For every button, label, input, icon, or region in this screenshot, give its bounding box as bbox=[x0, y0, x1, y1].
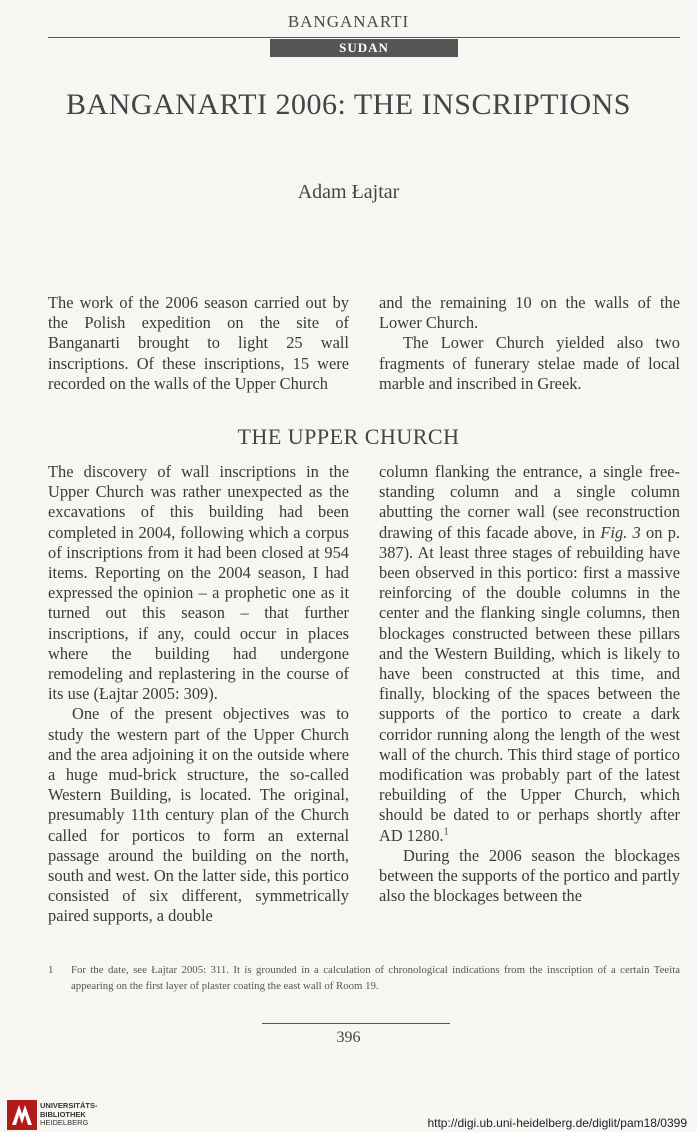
intro-paragraph-2: The Lower Church yielded also two fragments of funerary stelae made of local marble and inscribed in Greek. bbox=[379, 333, 680, 393]
footnote-marker[interactable]: 1 bbox=[443, 826, 449, 838]
footnote bbox=[48, 962, 680, 994]
body-paragraph-2: One of the present objectives was to study the western part of the Upper Church and the area adjoining it on the outside where a huge mud-brick structure, the so-called Western Building, is located. The original, presumably 11th century plan of the Church called for porticos to form an external passage around the building on the north, south and west. On the latter side, this portico consisted of six different, symmetrically paired supports, a double bbox=[48, 704, 349, 926]
footer-rule bbox=[262, 1023, 450, 1024]
library-name-line: HEIDELBERG bbox=[40, 1118, 89, 1127]
library-name bbox=[40, 1102, 130, 1128]
body-right-column bbox=[379, 462, 680, 906]
figure-reference[interactable]: Fig. 3 bbox=[600, 522, 641, 542]
intro-left-column bbox=[48, 293, 349, 394]
intro-paragraph-1-continued: and the remaining 10 on the walls of the Lower Church. bbox=[379, 293, 680, 333]
page-number: 396 bbox=[336, 1029, 361, 1046]
section-tab: SUDAN bbox=[270, 39, 458, 57]
library-name-line: UNIVERSITÄTS- bbox=[40, 1101, 98, 1110]
footnote-text: For the date, see Łajtar 2005: 311. It is grounded in a calculation of chronological indications from the inscription of a certain Teeita appearing on the first layer of plaster coating the east wall of Room 19. bbox=[71, 964, 680, 992]
body-paragraph-2-continued bbox=[379, 462, 680, 846]
running-head: BANGANARTI bbox=[287, 12, 410, 31]
intro-paragraph-1: The work of the 2006 season carried out by the Polish expedition on the site of Banganarti brought to light 25 wall inscriptions. Of these inscriptions, 15 were recorded on the walls of the Upper Church bbox=[48, 293, 349, 393]
footnote-number: 1 bbox=[48, 964, 54, 976]
library-name-line: BIBLIOTHEK bbox=[40, 1109, 86, 1119]
header-rule bbox=[48, 37, 680, 38]
body-paragraph-1: The discovery of wall inscriptions in the Upper Church was rather unexpected as the excavations of this building had been completed in 2004, following which a corpus of inscriptions from it had been closed at 954 items. Reporting on the 2004 season, I had expressed the opinion – a prophetic one as it turned out this season – that further inscriptions, if any, could occur in places where the building had undergone remodeling and replastering in the course of its use (Łajtar 2005: 309). bbox=[48, 462, 349, 704]
library-logo-icon bbox=[7, 1100, 37, 1130]
author-name: Adam Łajtar bbox=[297, 181, 400, 203]
body-text-segment: on p. 387). At least three stages of rebuilding have been observed in this portico: first a massive reinforcing of the double columns in the center and the flanking single columns, then blockages constructed between these pillars and the Western Building, which is likely to have been constructed at this time, and finally, blocking of the spaces between the supports of the portico to create a dark corridor running along the length of the west wall of the church. This third stage of portico modification was probably part of the latest rebuilding of the Upper Church, which should be dated to or perhaps shortly after AD 1280. bbox=[379, 522, 680, 845]
intro-right-column bbox=[379, 293, 680, 394]
source-url-link[interactable]: http://digi.ub.uni-heidelberg.de/diglit/pam18/0399 bbox=[427, 1116, 687, 1130]
article-title: BANGANARTI 2006: THE INSCRIPTIONS bbox=[66, 88, 631, 121]
body-text-segment: column flanking the entrance, a single free-standing column and a single column abutting the corner wall (see reconstruction drawing of this facade above, in bbox=[379, 462, 680, 542]
body-paragraph-3: During the 2006 season the blockages between the supports of the portico and partly also the blockages between the bbox=[379, 845, 680, 906]
body-left-column bbox=[48, 462, 349, 927]
section-heading: THE UPPER CHURCH bbox=[237, 424, 460, 449]
